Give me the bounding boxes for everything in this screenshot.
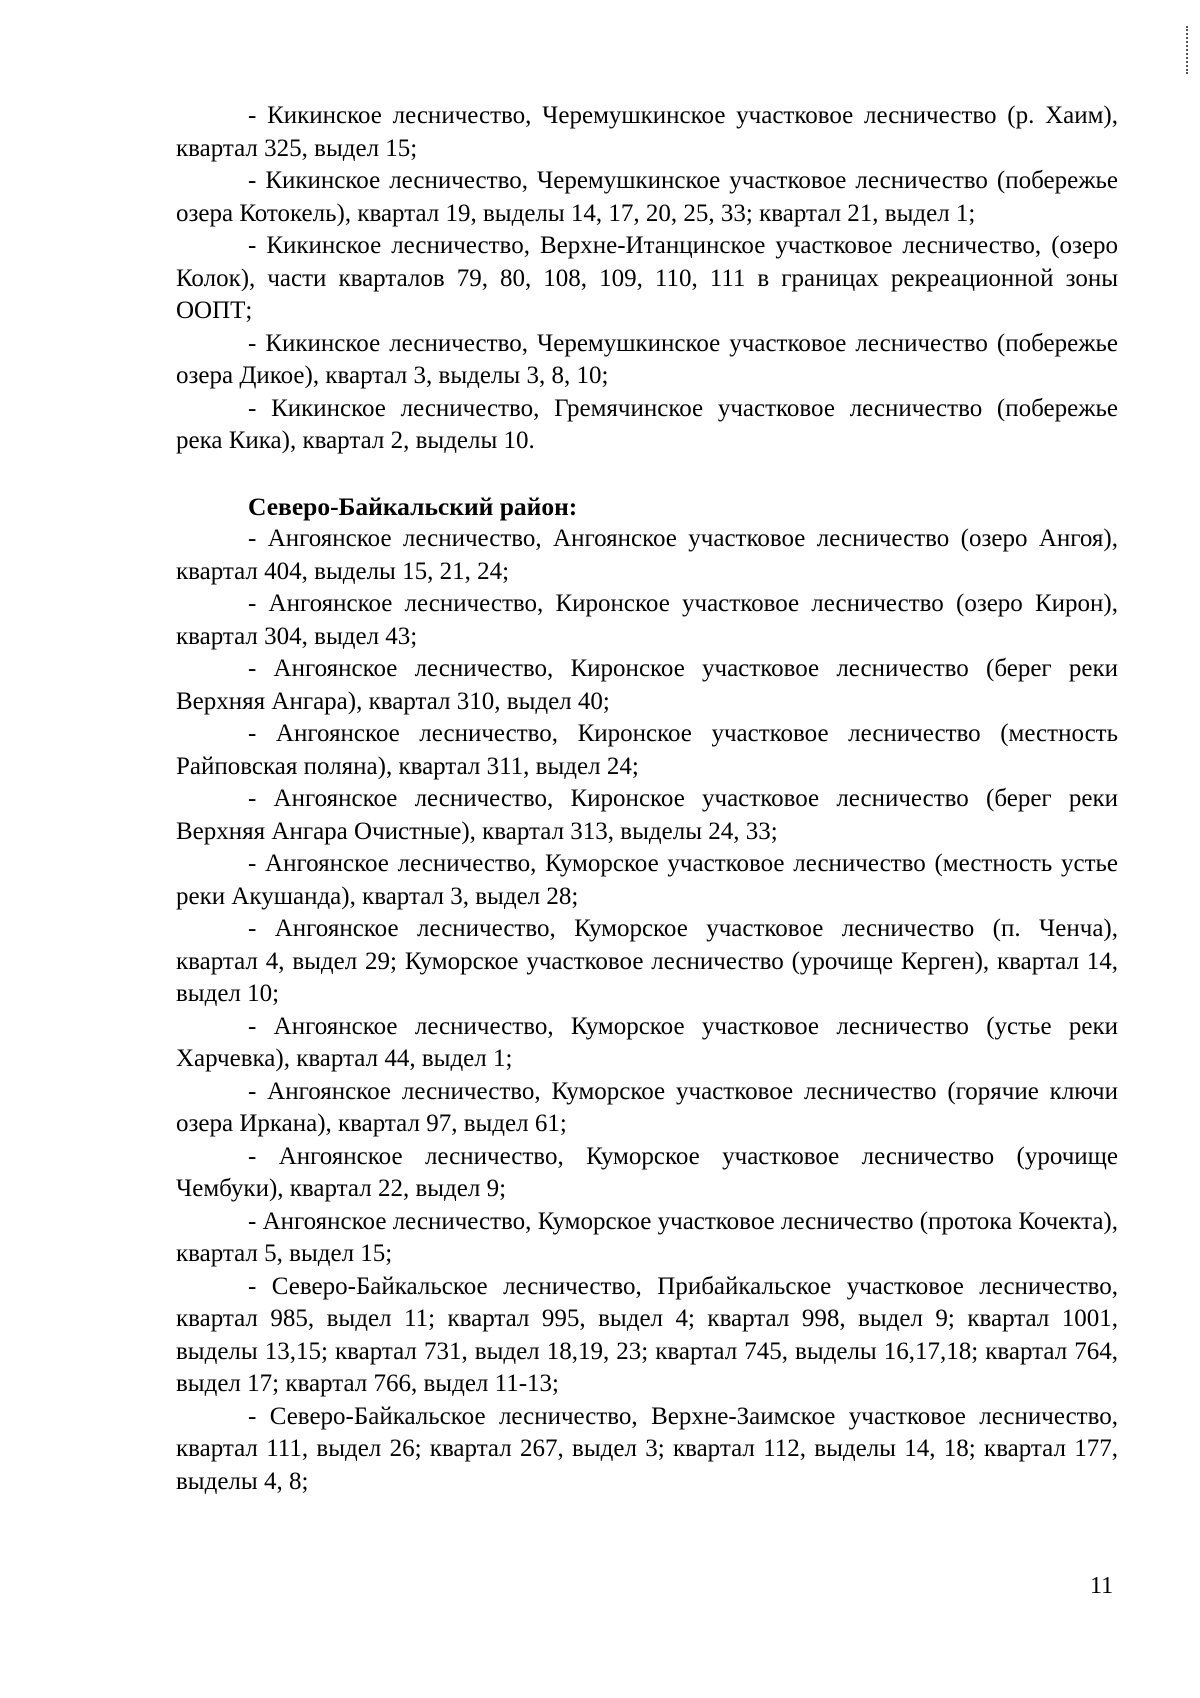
paragraph: - Кикинское лесничество, Черемушкинское участковое лесничество (побережье озера Котокель), квартал 19, выделы 14, 17, 20, 25, 33; квартал 21, выдел 1; [176, 167, 1118, 227]
paragraph: - Кикинское лесничество, Гремячинское участковое лесничество (побережье река Кика), квартал 2, выделы 10. [176, 394, 1118, 454]
paragraph: - Ангоянское лесничество, Куморское участковое лесничество (п. Ченча), квартал 4, выдел 29; Куморское участковое лесничество (урочище Керген), квартал 14, выдел 10; [176, 915, 1118, 1007]
section-heading: Северо-Байкальский район: [248, 491, 578, 521]
paragraph: - Ангоянское лесничество, Куморское участковое лесничество (горячие ключи озера Иркана), квартал 97, выдел 61; [176, 1077, 1118, 1137]
paragraph: - Ангоянское лесничество, Куморское участковое лесничество (урочище Чембуки), квартал 22, выдел 9; [176, 1142, 1118, 1202]
paragraph: - Ангоянское лесничество, Киронское участковое лесничество (местность Райповская поляна), квартал 311, выдел 24; [176, 720, 1118, 780]
section-paragraph-list [176, 523, 1118, 1498]
paragraph: - Северо-Байкальское лесничество, Прибайкальское участковое лесничество, квартал 985, выдел 11; квартал 995, выдел 4; квартал 998, выдел 9; квартал 1001, выделы 13,15; квартал 731, выдел 18,19, 23; квартал 745, выделы 16,17,18; квартал 764, выдел 17; квартал 766, выдел 11-13; [176, 1272, 1118, 1397]
document-page [176, 100, 1118, 1498]
paragraph: - Ангоянское лесничество, Куморское участковое лесничество (местность устье реки Акушанда), квартал 3, выдел 28; [176, 850, 1118, 910]
paragraph: - Кикинское лесничество, Черемушкинское участковое лесничество (р. Хаим), квартал 325, выдел 15; [176, 102, 1118, 162]
section-spacer [176, 458, 1118, 491]
page-number: 11 [1090, 1573, 1114, 1599]
margin-scan-mark [1186, 26, 1190, 74]
top-paragraph-list [176, 100, 1118, 458]
paragraph: - Ангоянское лесничество, Куморское участковое лесничество (протока Кочекта), квартал 5, выдел 15; [176, 1207, 1118, 1267]
paragraph: - Кикинское лесничество, Черемушкинское участковое лесничество (побережье озера Дикое), квартал 3, выделы 3, 8, 10; [176, 329, 1118, 389]
paragraph: - Ангоянское лесничество, Киронское участковое лесничество (берег реки Верхняя Ангара Очистные), квартал 313, выделы 24, 33; [176, 785, 1118, 845]
paragraph: - Северо-Байкальское лесничество, Верхне-Заимское участковое лесничество, квартал 111, выдел 26; квартал 267, выдел 3; квартал 112, выделы 14, 18; квартал 177, выделы 4, 8; [176, 1402, 1118, 1495]
paragraph: - Ангоянское лесничество, Киронское участковое лесничество (берег реки Верхняя Ангара), квартал 310, выдел 40; [176, 655, 1118, 715]
paragraph: - Ангоянское лесничество, Куморское участковое лесничество (устье реки Харчевка), квартал 44, выдел 1; [176, 1012, 1118, 1072]
paragraph: - Ангоянское лесничество, Ангоянское участковое лесничество (озеро Ангоя), квартал 404, выделы 15, 21, 24; [176, 525, 1118, 585]
paragraph: - Кикинское лесничество, Верхне-Итанцинское участковое лесничество, (озеро Колок), части кварталов 79, 80, 108, 109, 110, 111 в границах рекреационной зоны ООПТ; [176, 232, 1118, 324]
paragraph: - Ангоянское лесничество, Киронское участковое лесничество (озеро Кирон), квартал 304, выдел 43; [176, 590, 1118, 650]
